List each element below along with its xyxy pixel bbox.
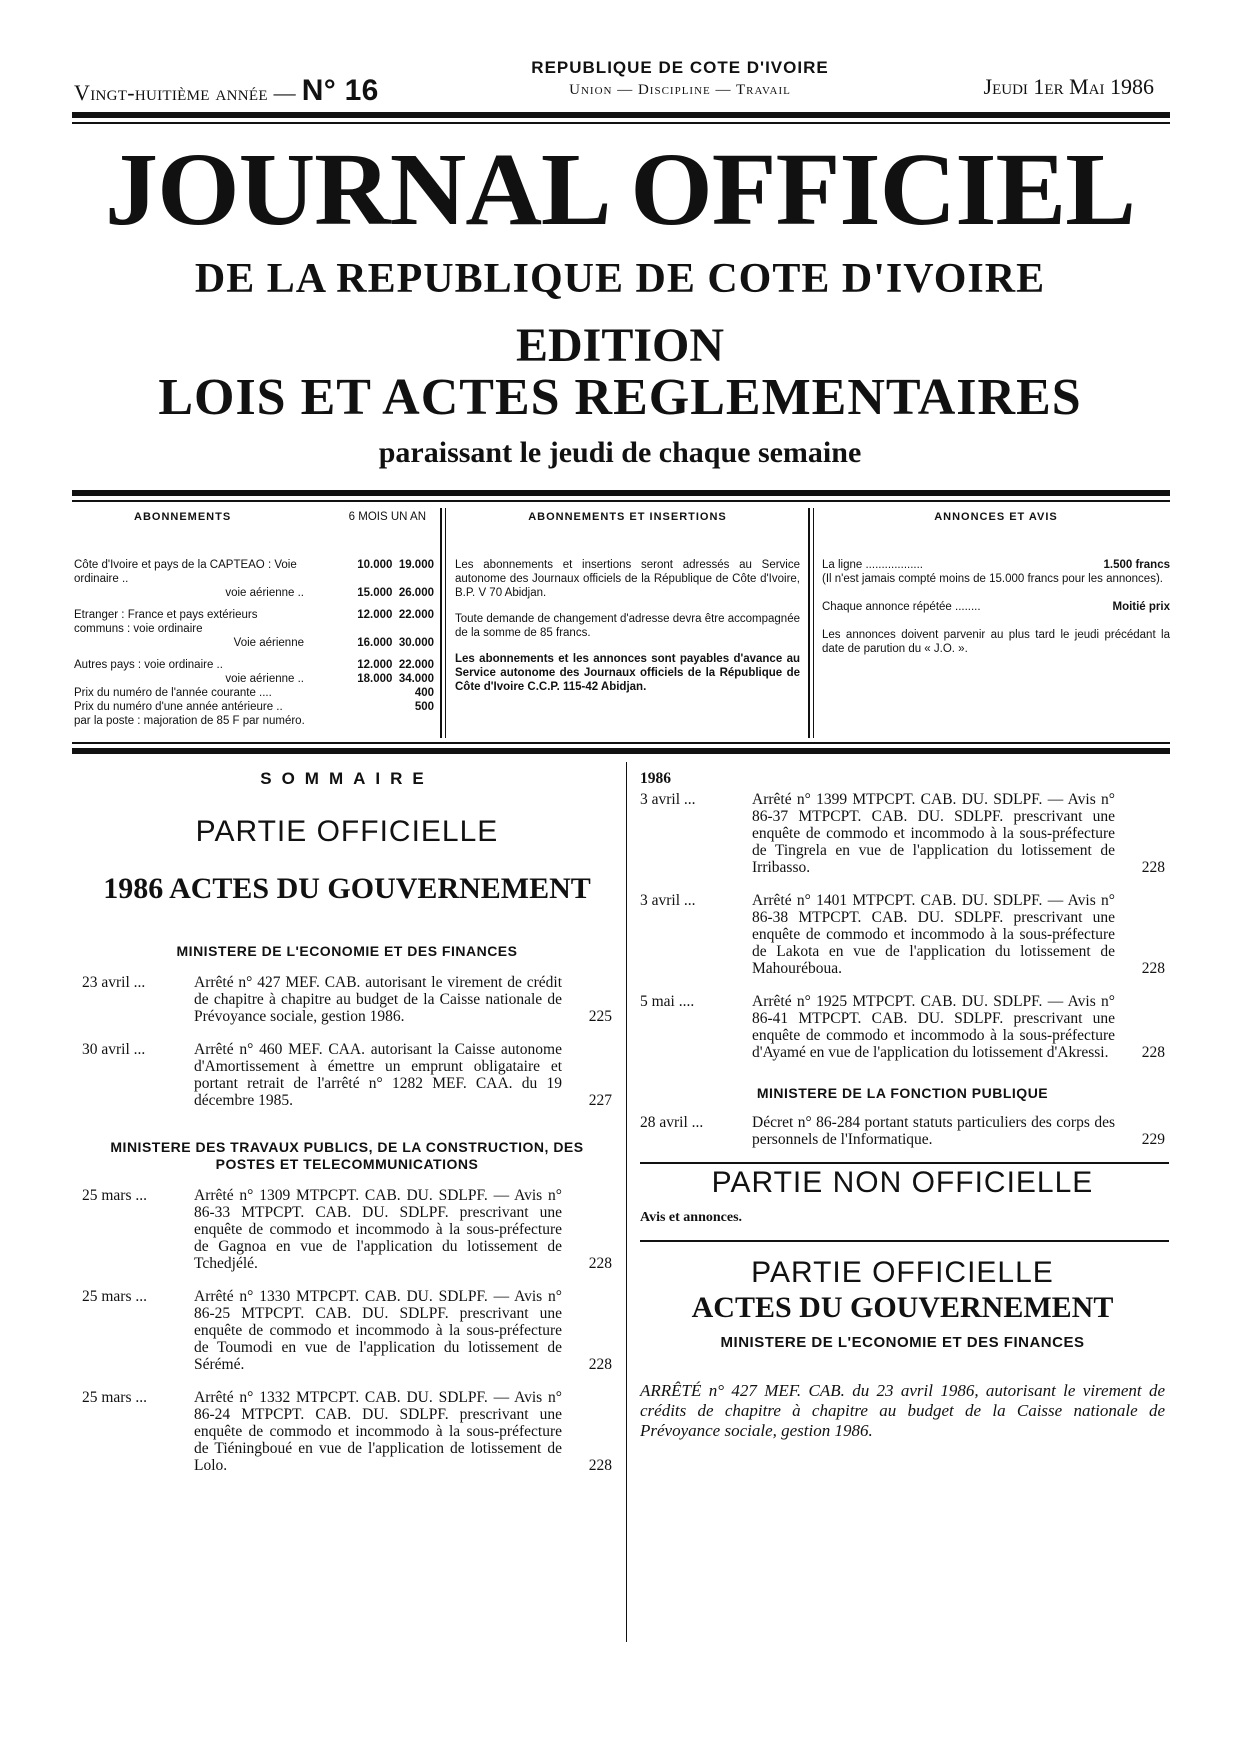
box-divider bbox=[440, 508, 442, 738]
box-divider bbox=[808, 508, 810, 738]
year-heading: 1986 bbox=[640, 770, 671, 787]
header-rule bbox=[72, 112, 1170, 118]
summary-entry bbox=[82, 1041, 612, 1109]
entry-page: 228 bbox=[1141, 960, 1165, 977]
repeat-price: Moitié prix bbox=[1112, 601, 1170, 613]
box-top-rule bbox=[72, 490, 1170, 496]
entry-text: Arrêté n° 1401 MTPCPT. CAB. DU. SDLPF. — Avis n° 86-38 MTPCPT. CAB. DU. SDLPF. prescrivant une enquête de commodo et incommodo à la sous-préfecture de Lakota en vue de l'application du lotissement de Mahouréboua. bbox=[752, 892, 1115, 977]
masthead-subtitle: DE LA REPUBLIQUE DE COTE D'IVOIRE bbox=[194, 256, 1046, 302]
abonnements-rows bbox=[74, 558, 434, 728]
publication-frequency: paraissant le jeudi de chaque semaine bbox=[378, 436, 862, 469]
entry-text: Arrêté n° 1332 MTPCPT. CAB. DU. SDLPF. — Avis n° 86-24 MTPCPT. CAB. DU. SDLPF. prescrivant une enquête de commodo et incommodo à la sous-préfecture de Tiéningboué en vue de l'application de lotissement de Lolo. bbox=[194, 1389, 562, 1474]
entry-date: 3 avril ... bbox=[640, 892, 696, 909]
entry-page: 229 bbox=[1141, 1131, 1165, 1148]
ministry-fonction-publique-heading: MINISTERE DE LA FONCTION PUBLIQUE bbox=[756, 1085, 1049, 1101]
summary-entry bbox=[82, 974, 612, 1025]
entry-date: 23 avril ... bbox=[82, 974, 146, 991]
ligne-label: La ligne .................. bbox=[822, 559, 923, 571]
entry-text: Arrêté n° 1330 MTPCPT. CAB. DU. SDLPF. — Avis n° 86-25 MTPCPT. CAB. DU. SDLPF. prescrivant une enquête de commodo et incommodo à la sous-préfecture de Toumodi en vue de l'application du lotissement de Sérémé. bbox=[194, 1288, 562, 1373]
entry-text: Arrêté n° 427 MEF. CAB. autorisant le virement de crédit de chapitre à chapitre au budget de la Caisse nationale de Prévoyance sociale, gestion 1986. bbox=[194, 974, 562, 1025]
box-bottom-rule bbox=[72, 742, 1170, 744]
repeat-label: Chaque annonce répétée ........ bbox=[822, 601, 981, 613]
box-top-rule-thin bbox=[72, 500, 1170, 502]
partie-non-officielle-heading: PARTIE NON OFFICIELLE bbox=[711, 1166, 1094, 1199]
actes-heading: 1986 ACTES DU GOUVERNEMENT bbox=[103, 872, 591, 905]
entry-text: Arrêté n° 1399 MTPCPT. CAB. DU. SDLPF. — Avis n° 86-37 MTPCPT. CAB. DU. SDLPF. prescrivant une enquête de commodo et incommodo à la sous-préfecture de Tingrela en vue de l'application du lotissement de Irribasso. bbox=[752, 791, 1115, 876]
sommaire-title: SOMMAIRE bbox=[260, 769, 434, 788]
abonnements-title: ABONNEMENTS bbox=[134, 511, 232, 523]
entry-page: 228 bbox=[1141, 859, 1165, 876]
issue-year bbox=[74, 74, 379, 108]
body-partie-officielle: PARTIE OFFICIELLE bbox=[751, 1256, 1054, 1289]
country-block bbox=[480, 58, 880, 99]
summary-entry bbox=[82, 1288, 612, 1373]
entry-date: 30 avril ... bbox=[82, 1041, 146, 1058]
box-divider bbox=[445, 508, 446, 738]
country-name: REPUBLIQUE DE COTE D'IVOIRE bbox=[531, 58, 829, 77]
ministry-economie-heading: MINISTERE DE L'ECONOMIE ET DES FINANCES bbox=[176, 943, 518, 959]
deadline-note: Les annonces doivent parvenir au plus tard le jeudi précédant la date de parution du « J.O. ». bbox=[822, 629, 1170, 655]
entry-text: Arrêté n° 1925 MTPCPT. CAB. DU. SDLPF. — Avis n° 86-41 MTPCPT. CAB. DU. SDLPF. prescrivant une enquête de commodo et incommodo à la sous-préfecture d'Ayamé en vue de l'application du lotissement d'Akressi. bbox=[752, 993, 1115, 1061]
sommaire-left-column bbox=[82, 770, 612, 1490]
rate-row: Autres pays : voie ordinaire .. 12.000 22.000 bbox=[74, 659, 434, 671]
summary-entry bbox=[640, 892, 1165, 977]
price-row: Prix du numéro d'une année antérieure .. 500 bbox=[74, 701, 434, 713]
column-divider bbox=[626, 762, 627, 1642]
entry-page: 225 bbox=[588, 1008, 612, 1025]
ministry-travaux-heading: MINISTERE DES TRAVAUX PUBLICS, DE LA CONSTRUCTION, DES POSTES ET TELECOMMUNICATIONS bbox=[110, 1139, 584, 1172]
entry-date: 25 mars ... bbox=[82, 1288, 148, 1305]
body-actes-heading: ACTES DU GOUVERNEMENT bbox=[691, 1291, 1114, 1324]
entry-date: 28 avril ... bbox=[640, 1114, 704, 1131]
insertions-column bbox=[455, 510, 800, 694]
insertions-address-change: Toute demande de changement d'adresse devra être accompagnée de la somme de 85 francs. bbox=[455, 613, 800, 639]
summary-entry bbox=[640, 993, 1165, 1061]
summary-entry bbox=[82, 1187, 612, 1272]
entry-text: Arrêté n° 460 MEF. CAA. autorisant la Caisse autonome d'Amortissement à émettre un emprunt obligataire et portant retrait de l'arrêté n° 1282 MEF. CAA. du 19 décembre 1985. bbox=[194, 1041, 562, 1109]
summary-entry bbox=[640, 791, 1165, 876]
rate-row: voie aérienne .. 18.000 34.000 bbox=[225, 673, 434, 685]
summary-entry bbox=[82, 1389, 612, 1474]
entry-page: 228 bbox=[1141, 1044, 1165, 1061]
insertions-payment: Les abonnements et les annonces sont payables d'avance au Service autonome des Journaux officiels de la République de Côte d'Ivoire C.C.P. 115-42 Abidjan. bbox=[455, 653, 800, 693]
edition-label: EDITION bbox=[515, 319, 725, 372]
masthead-title: JOURNAL OFFICIEL bbox=[105, 132, 1135, 247]
entry-date: 5 mai .... bbox=[640, 993, 695, 1010]
price-row: Prix du numéro de l'année courante .... 400 bbox=[74, 687, 434, 699]
entry-text: Arrêté n° 1309 MTPCPT. CAB. DU. SDLPF. — Avis n° 86-33 MTPCPT. CAB. DU. SDLPF. prescrivant une enquête de commodo et incommodo à la sous-préfecture de Gagnoa en vue de l'application du lotissement de Tchedjélé. bbox=[194, 1187, 562, 1272]
entry-page: 228 bbox=[588, 1356, 612, 1373]
year-label: Vingt-huitième année — bbox=[74, 80, 296, 105]
minimum-note: (Il n'est jamais compté moins de 15.000 francs pour les annonces). bbox=[822, 573, 1163, 585]
entry-date: 25 mars ... bbox=[82, 1389, 148, 1406]
insertions-address: Les abonnements et insertions seront adressés au Service autonome des Journaux officiels de la République de Côte d'Ivoire, B.P. V 70 Abidjan. bbox=[455, 559, 800, 599]
entry-page: 228 bbox=[588, 1457, 612, 1474]
abonnements-column bbox=[74, 510, 434, 728]
header-rule-thin bbox=[72, 122, 1170, 124]
box-bottom-rule-thick bbox=[72, 748, 1170, 754]
partie-officielle-heading: PARTIE OFFICIELLE bbox=[195, 815, 499, 848]
entry-text: Décret n° 86-284 portant statuts particuliers des corps des personnels de l'Informatique. bbox=[752, 1114, 1115, 1148]
annonces-title: ANNONCES ET AVIS bbox=[934, 511, 1058, 523]
insertions-title: ABONNEMENTS ET INSERTIONS bbox=[528, 511, 727, 523]
entry-date: 3 avril ... bbox=[640, 791, 696, 808]
ligne-price: 1.500 francs bbox=[1103, 559, 1170, 571]
postal-surcharge: par la poste : majoration de 85 F par numéro. bbox=[74, 715, 305, 727]
avis-annonces-entry: Avis et annonces. bbox=[640, 1210, 743, 1225]
abonnements-periods: 6 MOIS UN AN bbox=[348, 511, 426, 523]
summary-entry bbox=[640, 1114, 1165, 1148]
rate-row: Voie aérienne 16.000 30.000 bbox=[233, 637, 434, 649]
issue-number: N° 16 bbox=[301, 74, 379, 107]
rate-row: Etranger : France et pays extérieurs communs : voie ordinaire 12.000 22.000 bbox=[74, 609, 434, 635]
entry-page: 228 bbox=[588, 1255, 612, 1272]
rate-row: Côte d'Ivoire et pays de la CAPTEAO : Voie ordinaire .. 10.000 19.000 bbox=[74, 559, 434, 585]
edition-name: LOIS ET ACTES REGLEMENTAIRES bbox=[158, 369, 1082, 426]
body-ministry-heading: MINISTERE DE L'ECONOMIE ET DES FINANCES bbox=[720, 1334, 1085, 1351]
sommaire-right-column bbox=[640, 770, 1165, 1441]
national-motto: Union — Discipline — Travail bbox=[569, 82, 791, 98]
entry-date: 25 mars ... bbox=[82, 1187, 148, 1204]
arrete-heading: ARRÊTÉ n° 427 MEF. CAB. du 23 avril 1986, autorisant le virement de crédits de chapitre à chapitre au budget de la Caisse nationale de Prévoyance sociale, gestion 1986. bbox=[640, 1381, 1165, 1440]
rate-row: voie aérienne .. 15.000 26.000 bbox=[225, 587, 434, 599]
entry-page: 227 bbox=[588, 1092, 612, 1109]
issue-date: Jeudi 1er Mai 1986 bbox=[983, 74, 1154, 99]
annonces-column bbox=[822, 510, 1170, 656]
box-divider bbox=[813, 508, 814, 738]
